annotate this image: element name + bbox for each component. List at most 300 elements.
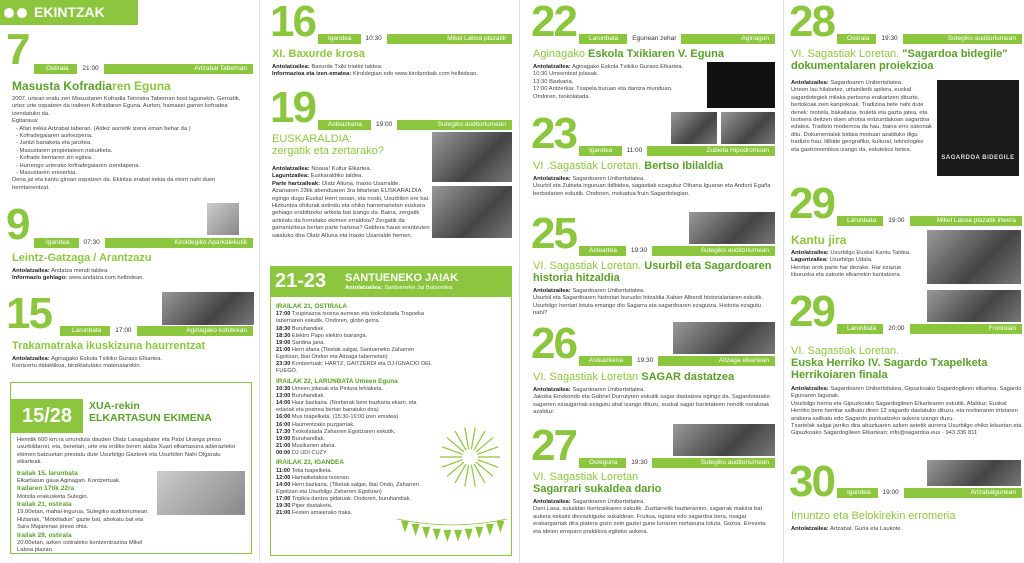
- label: Antolatzailea:: [533, 499, 571, 505]
- firework-ray: [455, 431, 466, 450]
- label: Laguntzailea:: [272, 173, 310, 180]
- event-info-bar: [318, 120, 512, 130]
- program-list: [533, 71, 703, 101]
- event-title: [791, 49, 1022, 73]
- jaiak-program-item: [276, 450, 436, 457]
- xua-intro: Hemitik 600 km.ra urrunduta dauden Olatz Lasagabater eta Patxi Uranga preso usurbildarrei, eta, benetan, urte eta erdiko beren alaba Xuari elkartasuna adierazteko ekimen batzuetan prestatu dute Usurbilgo Gazteek eta Usurbilen Nahi Olgaratu elkarteak.: [17, 437, 236, 466]
- firework-ray: [465, 427, 469, 449]
- event-body: [533, 387, 775, 417]
- event-title-b: Eskola Txikiaren V. Eguna: [588, 48, 724, 60]
- event-title-a: Masusta Kofradia: [12, 79, 113, 93]
- jaiak-time: 18:30: [276, 332, 292, 339]
- event-text: Azaroaren 23tik abenduaren 3ra bitartean EUSKARALDIA egingo dugu Euskal Herri osoan, eta noski, Usurbilen ere bai. Hizkuntza ohiturak astindu eta ohiko harremanetan euskara gehiago erabiltzeko ariketa bat izango da. Baina, zergatik antolatu da horrelako ekimen erraldoia? Zergatik da garrantzitsua bertan parte hartzea? Galdera hauei erantzuten saiatuko dira Olatz Altuna eta Inaxio Usarralde hemen.: [272, 188, 430, 239]
- bunting-flag: [486, 524, 494, 536]
- jaiak-activity: Herri bazkaria. (Tiketak salgai, Ibai Ondo, Zaharren Egoitzan eta Usurbilgo Zaharren Egoitzan): [276, 481, 419, 495]
- event-weekday: Asteartea: [589, 247, 617, 255]
- event-day-number: 16: [270, 0, 315, 46]
- value: Andatza mendi taldea.: [50, 268, 109, 274]
- event-weekday: Igandea: [328, 35, 352, 43]
- event-weekday: Larunbata: [847, 325, 877, 333]
- value: Olatz Altuna, Inaxio Usarralde.: [321, 180, 400, 187]
- event-title: [533, 161, 775, 173]
- value: Noaua! Kultur Elkartea.: [311, 166, 372, 172]
- event-body: [791, 250, 923, 280]
- jaiak-time: 21:00: [276, 346, 292, 353]
- event-info-bar: [579, 458, 775, 468]
- jaiak-program-item: [276, 347, 436, 361]
- jaiak-program-item: [276, 340, 436, 347]
- bunting-flag: [422, 527, 430, 539]
- xua-dates-block: [11, 399, 83, 433]
- program-item: - Kofrade berriaren zin egitea.: [16, 155, 93, 162]
- firework-ray: [474, 431, 485, 450]
- event-weekday: Osteguna: [589, 459, 618, 467]
- jaiak-activity: Buruhandiak.: [291, 392, 325, 399]
- xua-text: Elkartasun gaua Aginagan. Kontzertuak.: [17, 477, 121, 484]
- event-title-2: Euska Herriko IV. Sagardo Txapelketa Herrikoiaren finala: [791, 356, 988, 381]
- label: Antolatzailea:: [345, 285, 383, 291]
- documentary-poster: [937, 80, 1019, 176]
- event-22: [523, 0, 779, 112]
- label: Antolatzailea:: [12, 268, 50, 274]
- label: Antolatzailea:: [12, 356, 50, 362]
- label: Laguntzailea:: [791, 257, 829, 264]
- event-day-number: 27: [531, 424, 576, 470]
- event-title-a: VI. Sagastiak Loretan: [533, 371, 642, 383]
- event-day-number: 15: [6, 292, 51, 338]
- label: Parte hartzaileak:: [272, 180, 321, 187]
- jaiak-activity: Haurrentzako puzgarriak.: [291, 421, 355, 428]
- event-time: 19:30: [875, 34, 903, 44]
- event-day-number: 9: [6, 203, 29, 249]
- jaiak-activity: Txupinazoa txosna aurrean eta txokolatada Tragoeka tabernaren eskutik. Ondoren, globo gerra.: [276, 311, 425, 325]
- jaiak-time: 17:00: [276, 311, 292, 318]
- jaiak-time: 12:00: [276, 474, 292, 481]
- jaiak-time: 23:30: [276, 361, 292, 368]
- event-25: [523, 212, 779, 322]
- event-place: Aginagan: [741, 35, 769, 43]
- jaiak-activity: Piper dastaketa.: [291, 503, 333, 510]
- firework-icon: [435, 417, 505, 507]
- event-place: Sutegiko auditoriumean: [700, 459, 769, 467]
- jaiak-time: 10:30: [276, 385, 292, 392]
- program-label: Egitaraua:: [12, 118, 39, 125]
- jaiak-activity: Mus txapelketa. (15:30-16:00 izen ematea): [291, 414, 399, 421]
- event-place: Artzabal Tabernan: [194, 65, 247, 73]
- event-body: [12, 96, 251, 192]
- value: Kontzertu didaktikoa, birziklatutako materialarekin.: [12, 363, 142, 370]
- event-body: [791, 386, 1022, 438]
- bunting-flag: [401, 521, 409, 533]
- event-photo: [721, 112, 775, 144]
- event-photo: [927, 230, 1021, 284]
- ekintzak-header: [0, 0, 138, 25]
- jaiak-time: 11:00: [276, 467, 292, 474]
- jaiak-program-item: [276, 436, 436, 443]
- jaiak-program-item: [276, 475, 436, 482]
- jaiak-program-item: [276, 386, 436, 393]
- event-body: [533, 64, 703, 101]
- event-info-bar: [837, 216, 1022, 226]
- event-photo: [673, 424, 775, 456]
- event-place: Sutegiko auditoriumean: [437, 121, 506, 129]
- label: Antolatzailea:: [791, 80, 829, 86]
- event-title-a: Aginagako: [533, 48, 589, 60]
- jaiak-time: 14:00: [276, 481, 292, 488]
- value: Sagardoaren Unibertsitatea, Gipuzkoako Sagardogileen elkartea, Sagardo Egunaren lagunak.: [791, 386, 1022, 400]
- event-23: [523, 112, 779, 212]
- xua-text: Motxila erakusketa Sutegin.: [17, 493, 89, 500]
- jaiak-time: 19:30: [276, 503, 292, 510]
- bunting-flag: [496, 521, 504, 533]
- jaiak-header: [271, 267, 511, 297]
- xua-photo: [157, 471, 245, 515]
- event-title: XI. Baxurde krosa: [272, 48, 365, 60]
- event-day-number: 26: [531, 322, 576, 368]
- event-time: 21:00: [76, 64, 104, 74]
- event-title-1: EUSKARALDIA:: [272, 133, 353, 145]
- event-time: 19:30: [631, 356, 659, 366]
- event-title: Kantu jira: [791, 233, 847, 247]
- event-body: [272, 64, 512, 79]
- event-body: [533, 499, 775, 536]
- xua-date: Irailak 15, larunbata: [17, 469, 78, 477]
- event-title-1: VI. Sagastiak Loretan: [533, 471, 639, 483]
- firework-ray: [474, 464, 485, 483]
- firework-ray: [471, 465, 475, 487]
- event-title-b: ren Eguna: [112, 79, 171, 93]
- event-28: [787, 0, 1024, 182]
- event-title-b: SAGAR dastatzea: [641, 371, 735, 383]
- jaiak-activity: Hamaiketakoa txosnan.: [291, 474, 351, 481]
- event-info-bar: [579, 356, 775, 366]
- program-item: 17:00 Antzerkia: Txapela buruan eta dantza munduan.: [533, 86, 673, 93]
- logo-dot-icon: [4, 8, 14, 18]
- jaiak-time: 17:30: [276, 428, 292, 435]
- event-title: [272, 134, 422, 158]
- jaiak-program-item: [276, 429, 436, 436]
- jaiak-time: 16:00: [276, 414, 292, 421]
- event-photo: [671, 112, 717, 144]
- event-info-bar: [34, 64, 253, 74]
- event-time: 19:00: [877, 488, 905, 498]
- event-info-bar: [579, 34, 775, 44]
- label: Antolatzailea:: [533, 176, 571, 182]
- event-place: Sutegiko auditoriumean: [700, 247, 769, 255]
- xua-date: Irailaren 17tik 22ra: [17, 485, 75, 493]
- jaiak-program-item: [276, 414, 436, 421]
- jaiak-time: 00:00: [276, 450, 292, 457]
- event-photo: [927, 460, 1021, 486]
- event-body: [533, 288, 775, 318]
- program-item: 13:30 Bazkaria.: [533, 78, 574, 85]
- bunting-flag: [433, 529, 441, 541]
- event-16: [262, 0, 516, 84]
- event-title: [533, 472, 775, 496]
- jaiak-program-item: [276, 468, 436, 475]
- label: Antolatzailea:: [791, 250, 829, 256]
- event-photo: [432, 132, 512, 182]
- jaiak-activity: DJ UDI CUZY: [291, 450, 327, 457]
- jaiak-time: 17:00: [276, 496, 292, 503]
- event-day-number: 25: [531, 212, 576, 258]
- event-day-number: 30: [789, 460, 834, 506]
- column-divider: [783, 0, 784, 563]
- value: Santueneko Jai Batzordea: [384, 285, 453, 291]
- jaiak-activity: Sardina jana.: [291, 339, 325, 346]
- xua-dates: 15/28: [21, 404, 73, 427]
- event-title-a: VI. Sagastiak Loretan.: [533, 260, 645, 272]
- program-item: - Masustaren propietateen irakurketa.: [16, 147, 113, 154]
- event-weekday: Asteazkena: [589, 357, 623, 365]
- jaiak-program: [276, 301, 436, 518]
- label: Informazio gehiago:: [12, 275, 68, 282]
- event-place: Artzabalgunean: [970, 489, 1016, 497]
- jaiak-time: 21:00: [276, 443, 292, 450]
- jaiak-time: 13:00: [276, 392, 292, 399]
- xua-date: Irailak 21, ostirala: [17, 501, 72, 509]
- event-place: Zubieta Hipodromoan: [706, 147, 769, 155]
- event-info-bar: [34, 238, 253, 248]
- event-title: Imuntzo eta Belokirekin erromeria: [791, 510, 956, 522]
- event-27: [523, 424, 779, 563]
- event-title: [533, 372, 775, 384]
- jaiak-program-item: [276, 326, 436, 333]
- event-day-number: 23: [531, 112, 576, 158]
- event-photo: [927, 290, 1021, 322]
- event-title-b: Bertso Ibilaldia: [644, 160, 724, 172]
- jaiak-time: 19:00: [276, 435, 292, 442]
- event-photo: [207, 203, 239, 235]
- jaiak-org: [345, 285, 452, 292]
- bunting-flag: [454, 530, 462, 542]
- value: Artzabal, Guria eta Laukote.: [829, 526, 903, 532]
- value: Sagardoaren Unibertsitatea.: [572, 499, 645, 505]
- xua-box: [10, 382, 252, 554]
- label: Antolatzailea:: [533, 64, 571, 70]
- logo-dot-icon: [17, 8, 27, 18]
- jaiak-activity: Buruhandiak.: [291, 325, 325, 332]
- event-26: [523, 322, 779, 426]
- event-text: Herritar orok parte har dezake. Har ezazue liburuxka eta zatozte elkarrekin kantatzera.: [791, 264, 902, 279]
- event-place: Sutegiko auditoriumean: [947, 35, 1016, 43]
- program-item: Ondoren, txokolatada.: [533, 93, 591, 100]
- event-title-b: "Sagardoa bidegile" dokumentalaren proiekzioa: [791, 48, 1008, 72]
- event-body: [12, 356, 253, 371]
- event-time: 11:00: [621, 146, 649, 156]
- event-day-number: 7: [6, 28, 29, 74]
- jaiak-activity: Kontzertuak: HARTZ, GAITZERDI eta DJ-IGNACIO DEL FUEGO.: [276, 361, 432, 375]
- event-place: Mikel Laboa plazatik: [447, 35, 506, 43]
- event-place: Mikel Laboa plazatik irteera: [936, 217, 1016, 225]
- event-day-number: 19: [270, 86, 315, 132]
- program-item: - Kofradegaiaren aurkezpena.: [16, 133, 93, 140]
- jaiak-program-item: [276, 443, 436, 450]
- jaiak-activity: Tripikia dantza gidatuak. Ondoren, buruhandiak.: [291, 496, 412, 503]
- event-info-bar: [837, 34, 1022, 44]
- event-photo: [432, 186, 512, 238]
- jaiak-program-item: [276, 496, 436, 503]
- event-body: [791, 80, 933, 154]
- jaiak-activity: Elektro Papo elektro txaranga.: [291, 332, 368, 339]
- program-item: - Jantzi banaketa eta janztea.: [16, 140, 92, 147]
- value: Usurbilgo Euskal Kantu Taldea.: [830, 250, 911, 256]
- event-title: [12, 80, 253, 93]
- column-2: [262, 0, 516, 563]
- event-body: [533, 176, 775, 198]
- jaiak-time: 16:00: [276, 421, 292, 428]
- event-7: [0, 28, 257, 204]
- event-weekday: Asteazkena: [328, 121, 362, 129]
- poster-title: SAGARDOA BIDEGILE: [941, 154, 1015, 161]
- jaiak-activity: Musikarien afaria.: [291, 443, 337, 450]
- event-text: Urteen lau hilabetez, urtainilerik apilera, euskal sagardotegiek milaka pertsona erakartzen dituzte, bertokoak zein kanpokoak. Tradizioa bete nahi dute denek: txotxila, bakailaoa, txuleta eta gazta jatea, eta txotxera deitzen duen ahotsa entzundakoan sagardoa edatea. Tradizio modernoa da hau, baina erro sakonak ditu. Dokumentalak bidaia moduan azalduko digu tradizio hau: lilibide geografiko, kultural, teknologiko eta gastronomikoa izango da, estutekoz betea.: [791, 87, 932, 153]
- xua-text: 19.00etan, mahai-ingurua, Sutegiko auditoriumean. Hizlariak, "Motxiladun" gazte bat, abokatu bat eta Sara Majarenas preso ohia.: [17, 509, 149, 531]
- xua-title-2: ELKARTASUN EKIMENA: [89, 412, 212, 425]
- jaiak-time: 18:30: [276, 325, 292, 332]
- event-footer: Dena jai eta kantu giroan ospatzen da. Ekintza erabat irekia da etorri nahi duen herritarrentzat.: [12, 177, 216, 191]
- event-title: [533, 49, 775, 61]
- event-info-bar: [60, 326, 253, 336]
- value: www.andatza.com helbidean.: [68, 275, 145, 282]
- event-title-1: VI. Sagastiak Loretan.: [791, 345, 900, 357]
- bunting-icon: [397, 515, 507, 549]
- bunting-flag: [412, 524, 420, 536]
- event-info-bar: [837, 488, 1022, 498]
- jaiak-activity: Festen amaierako traka.: [291, 510, 353, 517]
- column-divider: [519, 0, 520, 563]
- event-info-bar: [318, 34, 512, 44]
- bunting-flag: [443, 530, 451, 542]
- event-time: Egunean zehar: [626, 34, 682, 44]
- jaiak-program-item: [276, 400, 436, 414]
- event-weekday: Larunbata: [847, 217, 877, 225]
- event-text: Usurbil eta Sagardoaren historiari buruzko hitzaldia Xabier Alberdi historialariaren eskutik. Usurbilgo herriari lotuta emango dio Sagarra eta sagardoaren ezagutza. Historia ezagutu nahi?: [533, 295, 764, 317]
- event-photo: [707, 62, 775, 108]
- jaiak-activity: Haur bazkaria. (Norberak bere bazkaria ekarri, eta edariak eta postrea bertan banatuko dira): [276, 400, 417, 414]
- value: Sagardoaren Unibertsitatea.: [572, 176, 645, 182]
- event-time: 20:00: [882, 324, 910, 334]
- event-weekday: Igandea: [46, 239, 70, 247]
- event-photo: [689, 212, 775, 244]
- event-body: [791, 526, 1022, 533]
- event-time: 07:30: [78, 238, 106, 248]
- event-weekday: Ostirala: [847, 35, 870, 43]
- value: Kiroldegian edo www.kirolprobak.com helbidean.: [352, 71, 478, 78]
- event-time: 19:30: [625, 458, 653, 468]
- event-weekday: Igandea: [589, 147, 613, 155]
- event-title: Trakamatraka ikuskizuna haurrentzat: [12, 340, 206, 352]
- value: Sagardoaren Unibertsitatea.: [830, 80, 903, 86]
- event-title: [791, 346, 1022, 382]
- jaiak-day-heading: IRAILAK 21, OSTIRALA: [276, 303, 348, 310]
- column-4: [787, 0, 1024, 563]
- bunting-flag: [475, 527, 483, 539]
- label: Antolatzailea:: [791, 386, 829, 392]
- event-info-bar: [837, 324, 1022, 334]
- event-title: Leintz-Gatzaga / Arantzazu: [12, 252, 152, 264]
- jaiak-activity: Toka txapelketa.: [291, 467, 332, 474]
- xua-title: [89, 400, 212, 424]
- event-text: 2007. urtean eratu zen Masustaren Kofradia Teirristra Tabernan bost lagunekin. Geroztik, urtez urte ospatzen da iraileen Kofradiaren Eguna. Aurten, hamasei garren kofradea izendatuko da.: [12, 96, 241, 117]
- value: Sagardoaren Unibertsitatea.: [572, 288, 645, 294]
- value: Usurbilgo Udala.: [829, 257, 873, 264]
- event-weekday: Igandea: [847, 489, 871, 497]
- jaiak-program-item: [276, 311, 436, 325]
- event-title-a: VI. Sagastiak Loretan.: [791, 48, 903, 60]
- jaiak-time: 19:00: [276, 339, 292, 346]
- jaiak-program-item: [276, 482, 436, 496]
- event-title-2: Sagarrari sukaldea dario: [533, 482, 662, 495]
- program-item: 10:30 Umeentzat jolasak.: [533, 71, 599, 78]
- event-9: [0, 203, 257, 293]
- event-day-number: 28: [789, 0, 834, 46]
- event-weekday: Larunbata: [72, 327, 102, 335]
- event-info-bar: [579, 246, 775, 256]
- event-body: [272, 166, 430, 240]
- event-info-bar: [579, 146, 775, 156]
- event-weekday: Larunbata: [589, 35, 619, 43]
- event-day-number: 29: [789, 290, 834, 336]
- jaiak-activity: Herri afaria (Tiketak salgai, Santueneko Zaharren Egoitzan, Ibai Ondon eta Aitzaga tabernetan): [276, 346, 415, 361]
- program-item: - Masustaren ereserkia.: [16, 170, 77, 177]
- event-title: [533, 261, 775, 285]
- event-title-2: zergatik eta zertarako?: [272, 144, 384, 157]
- jaiak-activity: Buruhandiak.: [291, 435, 325, 442]
- jaiak-time: 21:00: [276, 510, 292, 517]
- value: Aginagako Eskola Txikiko Guraso Elkartea.: [50, 356, 163, 362]
- event-time: 19:30: [625, 246, 653, 256]
- column-3: [523, 0, 779, 563]
- event-time: 19:00: [882, 216, 910, 226]
- event-text: Jakoba Errekondo eta Gabriel Durrutyren eskutik sagar dastatzea egingo da. Sagardotarako sagarren ezaugarriak ezagutu ahal izango dituzu, euskal sagar barietateen nondik norakoak azalduz.: [533, 394, 770, 416]
- value: Baxurde Txiki triatloi taldea.: [311, 64, 383, 70]
- event-time: 19:00: [370, 120, 398, 130]
- event-day-number: 22: [531, 0, 576, 46]
- event-text: Usurbil eta Zubieta inguruan ibilbidea, sagastiak ezagutuz Oihana Iguaran eta Andoni Egaña bertsolarien eskutik. Ondoren, mokadua fruin Sagardotegian.: [533, 183, 771, 197]
- event-place: Kiroldegiko Aparkalekutik: [174, 239, 247, 247]
- label: Informazioa eta izen-ematea:: [272, 71, 352, 78]
- program-list: [12, 126, 251, 178]
- bunting-flag: [465, 529, 473, 541]
- event-body: [12, 268, 253, 283]
- value: Sagardoaren Unibertsitatea.: [572, 387, 645, 393]
- firework-ray: [471, 427, 475, 449]
- event-time: 10:30: [360, 34, 388, 44]
- event-30: [787, 460, 1024, 563]
- value: Aginagako Eskola Txikiko Guraso Elkartea.: [571, 64, 684, 70]
- jaiak-dates: 21-23: [275, 270, 327, 292]
- label: Antolatzailea:: [791, 526, 829, 532]
- jaiak-program-item: [276, 333, 436, 340]
- value: Euskaraldiko taldea.: [310, 173, 363, 180]
- label: Antolatzailea:: [533, 387, 571, 393]
- jaiak-time: 14:00: [276, 400, 292, 407]
- jaiak-program-item: [276, 361, 436, 375]
- firework-ray: [465, 465, 469, 487]
- jaiak-day-heading: IRAILAK 22, LARUNBATA Umeen Eguna: [276, 377, 398, 385]
- event-title-b: Usurbil eta Sagardoaren historia hitzaldia: [533, 260, 772, 284]
- event-place: Aginagako ludotekan: [186, 327, 247, 335]
- event-photo: [673, 322, 775, 354]
- jaiak-activity: Umeen jolasak eta Pintura lehiaketa.: [291, 385, 383, 392]
- column-1: [0, 0, 257, 563]
- label: Antolatzailea:: [533, 288, 571, 294]
- event-photo: [162, 292, 254, 325]
- jaiak-day-heading: IRAILAK 23, IGANDEA: [276, 459, 344, 467]
- jaiak-program-item: [276, 503, 436, 510]
- header-title: EKINTZAK: [34, 3, 105, 20]
